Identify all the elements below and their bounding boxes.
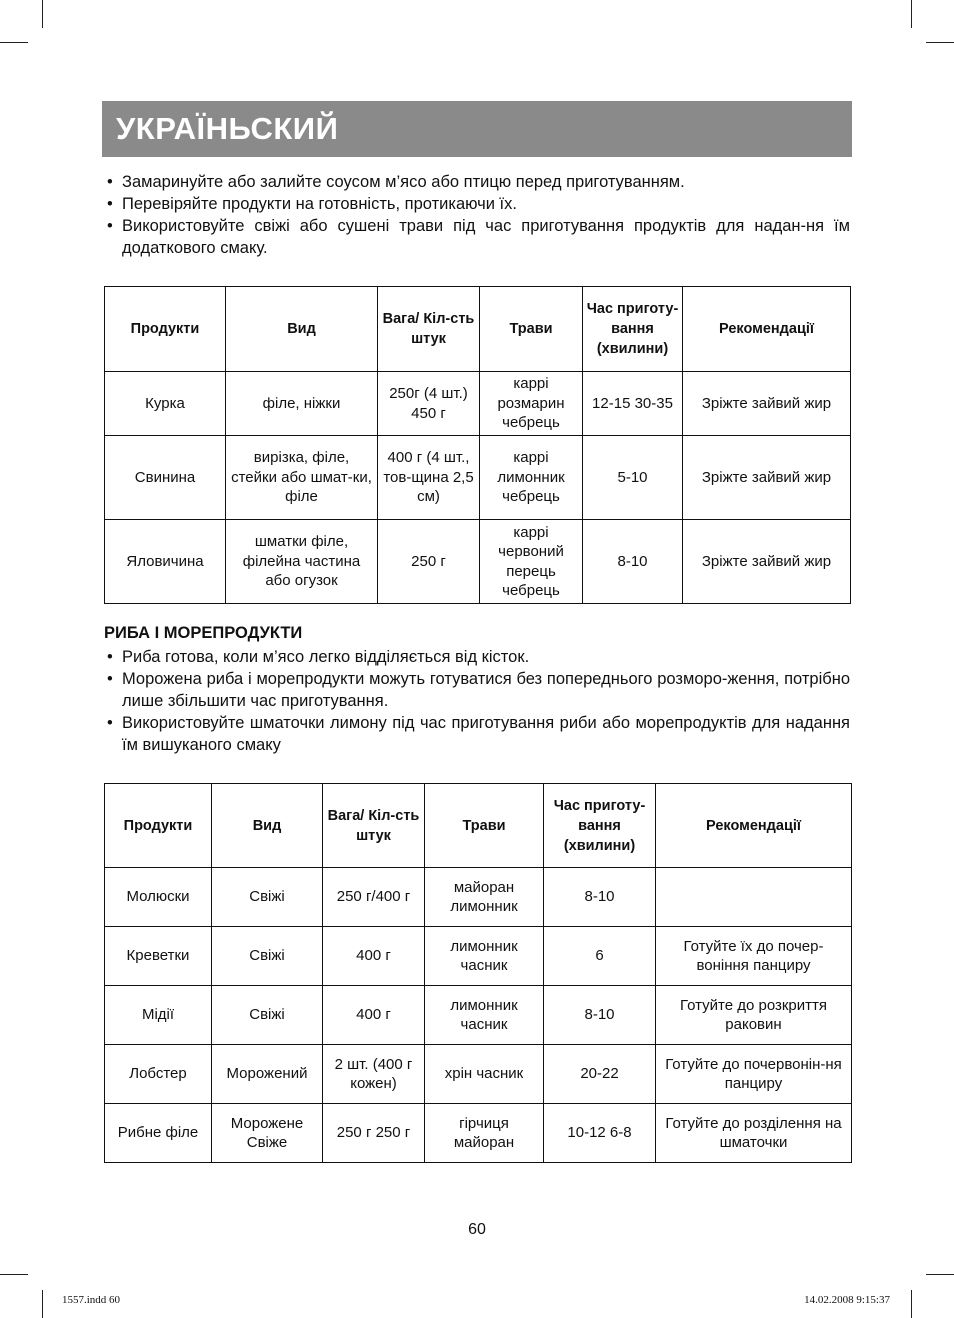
table-cell: Свіжі bbox=[212, 927, 323, 986]
table-cell: гірчиця майоран bbox=[425, 1104, 544, 1163]
table-cell: 12-15 30-35 bbox=[583, 372, 683, 436]
page-number: 60 bbox=[468, 1221, 486, 1238]
crop-mark bbox=[911, 0, 912, 28]
column-header: Вага/ Кіл-сть штук bbox=[378, 287, 480, 372]
table-cell: 5-10 bbox=[583, 436, 683, 520]
list-item-text: Використовуйте свіжі або сушені трави під час приготування продуктів для надан-ня їм додаткового смаку. bbox=[122, 217, 850, 257]
fish-cooking-table bbox=[104, 783, 852, 1163]
table-cell: 250 г 250 г bbox=[323, 1104, 425, 1163]
list-item bbox=[104, 171, 850, 193]
table-cell: 20-22 bbox=[544, 1045, 656, 1104]
table-cell: каррі розмарин чебрець bbox=[480, 372, 583, 436]
column-header: Вид bbox=[212, 784, 323, 868]
table-cell: каррі червоний перець чебрець bbox=[480, 520, 583, 604]
table-cell: філе, ніжки bbox=[226, 372, 378, 436]
table-cell: Свіжі bbox=[212, 986, 323, 1045]
crop-mark bbox=[0, 42, 28, 43]
table-cell: Морожений bbox=[212, 1045, 323, 1104]
crop-mark bbox=[0, 1274, 28, 1275]
page-title: УКРАЇНЬСКИЙ bbox=[116, 111, 339, 146]
list-item-text: Морожена риба і морепродукти можуть готуватися без попереднього розморо-ження, потрібно лише збільшити час приготування. bbox=[122, 670, 850, 710]
meat-cooking-table bbox=[104, 286, 851, 604]
table-cell: 400 г bbox=[323, 927, 425, 986]
bullet-dot-icon: • bbox=[107, 173, 113, 191]
list-item bbox=[104, 646, 850, 668]
table-header-row bbox=[105, 784, 852, 868]
column-header: Час приготу-вання (хвилини) bbox=[583, 287, 683, 372]
table-cell: каррі лимонник чебрець bbox=[480, 436, 583, 520]
list-item-text: Замаринуйте або залийте соусом м’ясо або птицю перед приготуванням. bbox=[122, 173, 685, 191]
list-item-text: Перевіряйте продукти на готовність, протикаючи їх. bbox=[122, 195, 517, 213]
list-item bbox=[104, 193, 850, 215]
table-cell: 8-10 bbox=[544, 986, 656, 1045]
table-row bbox=[105, 868, 852, 927]
table-cell: Готуйте до розкриття раковин bbox=[656, 986, 852, 1045]
column-header: Трави bbox=[425, 784, 544, 868]
list-item-text: Використовуйте шматочки лимону під час приготування риби або морепродуктів для надання їм вишуканого смаку bbox=[122, 714, 850, 754]
section-title-fish: РИБА І МОРЕПРОДУКТИ bbox=[104, 624, 303, 642]
column-header: Рекомендації bbox=[656, 784, 852, 868]
fish-tips-list bbox=[104, 646, 850, 756]
table-row bbox=[105, 372, 851, 436]
crop-mark bbox=[911, 1290, 912, 1318]
table-cell: 8-10 bbox=[544, 868, 656, 927]
table-row bbox=[105, 1104, 852, 1163]
table-cell: Рибне філе bbox=[105, 1104, 212, 1163]
table-header-row bbox=[105, 287, 851, 372]
table-cell: Лобстер bbox=[105, 1045, 212, 1104]
table-cell: вирізка, філе, стейки або шмат-ки, філе bbox=[226, 436, 378, 520]
table-cell: 10-12 6-8 bbox=[544, 1104, 656, 1163]
bullet-dot-icon: • bbox=[107, 648, 113, 666]
crop-mark bbox=[42, 0, 43, 28]
column-header: Вага/ Кіл-сть штук bbox=[323, 784, 425, 868]
crop-mark bbox=[926, 42, 954, 43]
table-cell: Креветки bbox=[105, 927, 212, 986]
language-header-bar bbox=[102, 101, 852, 157]
crop-mark bbox=[926, 1274, 954, 1275]
print-slug-timestamp: 14.02.2008 9:15:37 bbox=[804, 1294, 890, 1306]
column-header: Рекомендації bbox=[683, 287, 851, 372]
table-cell bbox=[656, 868, 852, 927]
list-item-text: Риба готова, коли м’ясо легко відділяється від кісток. bbox=[122, 648, 530, 666]
list-item bbox=[104, 712, 850, 756]
list-item bbox=[104, 215, 850, 259]
bullet-dot-icon: • bbox=[107, 195, 113, 213]
table-cell: хрін часник bbox=[425, 1045, 544, 1104]
bullet-dot-icon: • bbox=[107, 670, 113, 688]
column-header: Вид bbox=[226, 287, 378, 372]
table-cell: Готуйте до розділення на шматочки bbox=[656, 1104, 852, 1163]
table-cell: 400 г (4 шт., тов-щина 2,5 см) bbox=[378, 436, 480, 520]
table-row bbox=[105, 520, 851, 604]
column-header: Час приготу-вання (хвилини) bbox=[544, 784, 656, 868]
table-cell: лимонник часник bbox=[425, 927, 544, 986]
table-cell: Готуйте їх до почер-воніння панциру bbox=[656, 927, 852, 986]
table-cell: Курка bbox=[105, 372, 226, 436]
table-cell: Свинина bbox=[105, 436, 226, 520]
column-header: Трави bbox=[480, 287, 583, 372]
meat-tips-list bbox=[104, 171, 850, 259]
table-cell: Зріжте зайвий жир bbox=[683, 436, 851, 520]
table-row bbox=[105, 927, 852, 986]
table-cell: 250 г bbox=[378, 520, 480, 604]
table-cell: шматки філе, філейна частина або огузок bbox=[226, 520, 378, 604]
table-cell: Свіжі bbox=[212, 868, 323, 927]
table-cell: 250г (4 шт.) 450 г bbox=[378, 372, 480, 436]
table-cell: 400 г bbox=[323, 986, 425, 1045]
column-header: Продукти bbox=[105, 287, 226, 372]
table-row bbox=[105, 1045, 852, 1104]
table-cell: Готуйте до почервонін-ня панциру bbox=[656, 1045, 852, 1104]
table-cell: Яловичина bbox=[105, 520, 226, 604]
table-cell: 2 шт. (400 г кожен) bbox=[323, 1045, 425, 1104]
print-slug-file: 1557.indd 60 bbox=[62, 1294, 121, 1306]
table-cell: Зріжте зайвий жир bbox=[683, 520, 851, 604]
table-cell: майоран лимонник bbox=[425, 868, 544, 927]
crop-mark bbox=[42, 1290, 43, 1318]
list-item bbox=[104, 668, 850, 712]
bullet-dot-icon: • bbox=[107, 714, 113, 732]
table-cell: лимонник часник bbox=[425, 986, 544, 1045]
table-cell: Морожене Свіже bbox=[212, 1104, 323, 1163]
column-header: Продукти bbox=[105, 784, 212, 868]
table-cell: Мідії bbox=[105, 986, 212, 1045]
table-row bbox=[105, 986, 852, 1045]
table-cell: 8-10 bbox=[583, 520, 683, 604]
table-cell: Зріжте зайвий жир bbox=[683, 372, 851, 436]
table-row bbox=[105, 436, 851, 520]
table-cell: Молюски bbox=[105, 868, 212, 927]
table-cell: 6 bbox=[544, 927, 656, 986]
bullet-dot-icon: • bbox=[107, 217, 113, 235]
table-cell: 250 г/400 г bbox=[323, 868, 425, 927]
